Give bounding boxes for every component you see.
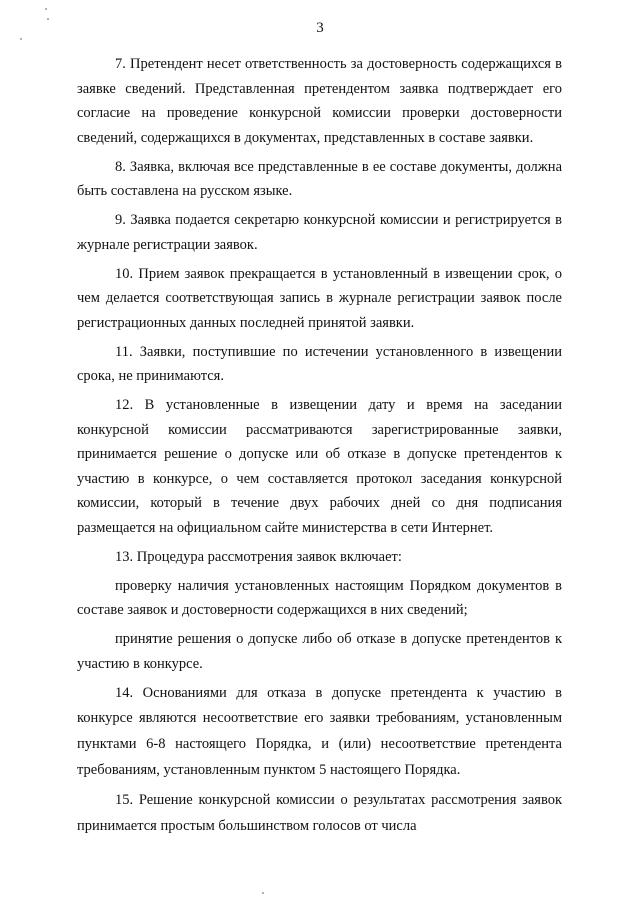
paragraph-10: 10. Прием заявок прекращается в установленный в извещении срок, о чем делается соответствующая запись в журнале регистрации заявок после регистрационных данных последней принятой заявки.	[77, 265, 562, 331]
page-number: 3	[316, 20, 324, 36]
paragraph-9: 9. Заявка подается секретарю конкурсной комиссии и регистрируется в журнале регистрации заявок.	[77, 212, 562, 253]
paragraph-7: 7. Претендент несет ответственность за достоверность содержащихся в заявке сведений. Представленная претендентом заявка подтверждает его согласие на проведение конкурсной комиссии проверки достоверности сведений, содержащихся в документах, представленных в составе заявки.	[77, 56, 562, 146]
paragraph-15: 15. Решение конкурсной комиссии о результатах рассмотрения заявок принимается простым большинством голосов от числа	[77, 792, 562, 834]
scan-speck	[262, 892, 264, 894]
paragraph-13-item-2: принятие решения о допуске либо об отказе в допуске претендентов к участию в конкурсе.	[77, 631, 562, 672]
paragraph-14: 14. Основаниями для отказа в допуске претендента к участию в конкурсе являются несоответствие его заявки требованиям, установленным пунктами 6-8 настоящего Порядка, и (или) несоответствие претендента требованиям, установленным пунктом 5 настоящего Порядка.	[77, 684, 562, 778]
scan-speck	[45, 8, 47, 10]
scan-speck	[20, 38, 22, 40]
paragraph-12: 12. В установленные в извещении дату и время на заседании конкурсной комиссии рассматриваются зарегистрированные заявки, принимается решение о допуске или об отказе в допуске претендентов к участию в конкурсе, о чем составляется протокол заседания конкурсной комиссии, который в течение двух рабочих дней со дня подписания размещается на официальном сайте министерства в сети Интернет.	[77, 397, 562, 536]
paragraph-13-item-1: проверку наличия установленных настоящим Порядком документов в составе заявок и достоверности содержащихся в них сведений;	[77, 577, 562, 618]
paragraph-8: 8. Заявка, включая все представленные в ее составе документы, должна быть составлена на русском языке.	[77, 158, 562, 199]
document-body	[77, 52, 562, 844]
paragraph-11: 11. Заявки, поступившие по истечении установленного в извещении срока, не принимаются.	[77, 343, 562, 384]
paragraph-13: 13. Процедура рассмотрения заявок включает:	[115, 548, 402, 565]
